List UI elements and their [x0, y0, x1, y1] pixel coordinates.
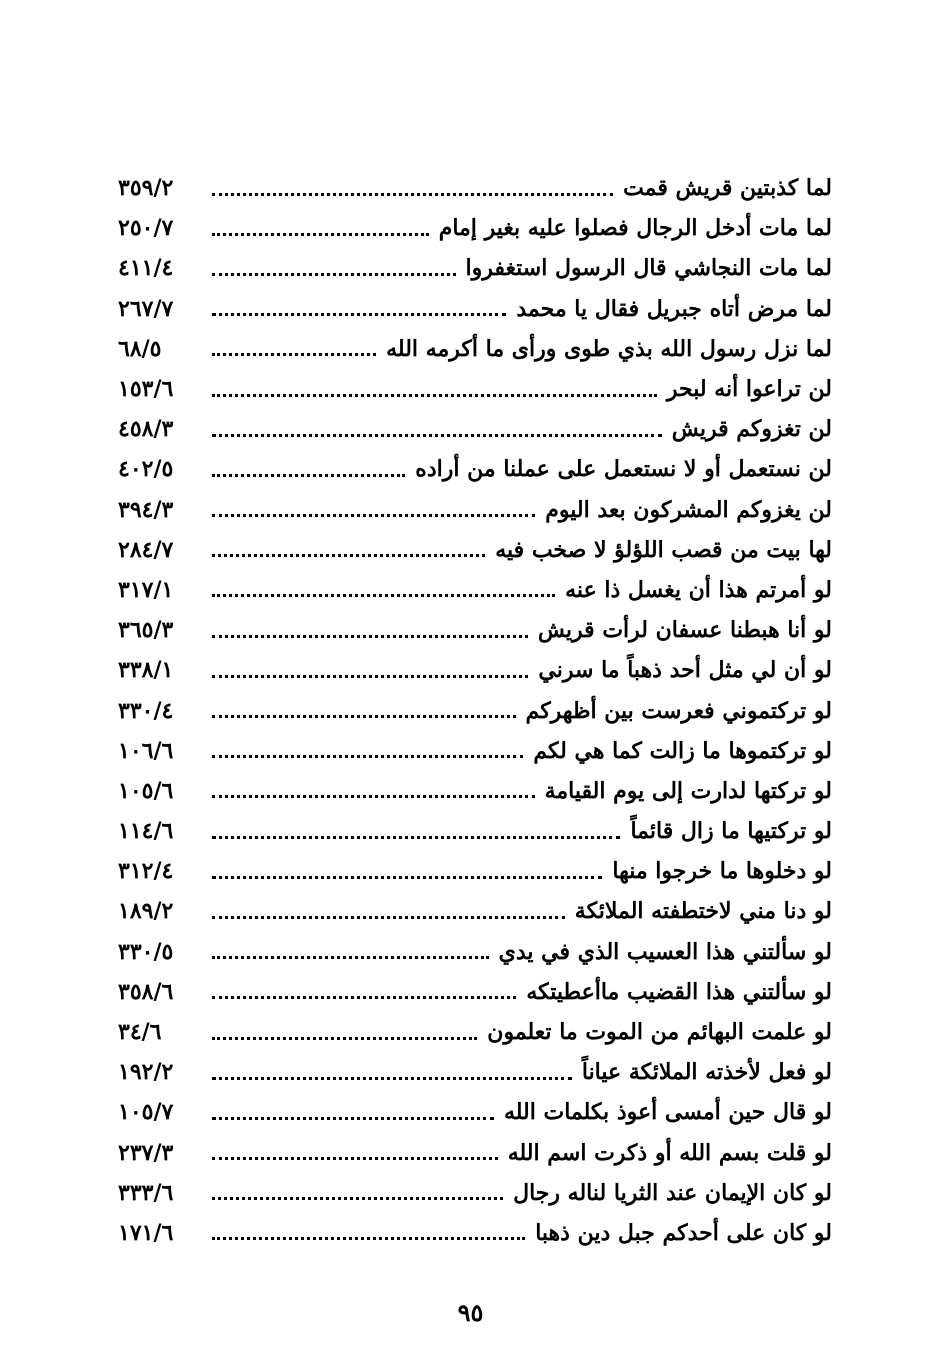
- entry-text: لو كان على أحدكم جبل دين ذهبا: [535, 1219, 832, 1246]
- entry-reference: ٢٨٤/٧: [118, 536, 174, 563]
- dot-leader: [212, 1157, 498, 1160]
- index-entry: [118, 891, 832, 931]
- index-entry: [118, 329, 832, 369]
- dot-leader: [212, 193, 613, 196]
- dot-leader: [212, 313, 506, 316]
- index-entry: [118, 1052, 832, 1092]
- entry-text: لو تركتها لدارت إلى يوم القيامة: [544, 777, 832, 804]
- dot-leader: [212, 916, 565, 919]
- index-entry: [118, 771, 832, 811]
- entry-reference: ٣٩٤/٣: [118, 496, 174, 523]
- entry-reference: ٣٣٠/٥: [118, 938, 174, 965]
- entry-text: لو سألتني هذا القضيب ماأعطيتكه: [526, 978, 832, 1005]
- entry-text: لن يغزوكم المشركون بعد اليوم: [545, 496, 832, 523]
- entry-reference: ٢٣٧/٣: [118, 1139, 174, 1166]
- entry-reference: ٢٦٧/٧: [118, 295, 174, 322]
- dot-leader: [212, 1237, 525, 1240]
- index-entry: [118, 690, 832, 730]
- entry-reference: ١٨٩/٢: [118, 898, 174, 925]
- index-entry: [118, 811, 832, 851]
- entry-reference: ٣٣٠/٤: [118, 697, 174, 724]
- page-number: ٩٥: [457, 1298, 484, 1327]
- index-entry: [118, 1173, 832, 1213]
- index-entry: [118, 369, 832, 409]
- entry-reference: ٦٨/٥: [118, 335, 162, 362]
- entry-reference: ١٩٢/٢: [118, 1059, 174, 1086]
- entry-text: لن نستعمل أو لا نستعمل على عملنا من أراده: [415, 456, 832, 483]
- dot-leader: [212, 554, 485, 557]
- entry-reference: ١٧١/٦: [118, 1219, 174, 1246]
- entry-reference: ١٠٦/٦: [118, 737, 174, 764]
- entry-text: لما كذبتين قريش قمت: [623, 175, 832, 202]
- entry-text: لو علمت البهائم من الموت ما تعلمون: [487, 1019, 832, 1046]
- entry-text: لو فعل لأخذته الملائكة عياناً: [581, 1059, 832, 1086]
- entry-text: لما مات أدخل الرجال فصلوا عليه بغير إمام: [438, 215, 832, 242]
- entry-reference: ٤٠٢/٥: [118, 456, 174, 483]
- dot-leader: [212, 434, 662, 437]
- entry-text: لو تركتموني فعرست بين أظهركم: [525, 697, 832, 724]
- entry-text: لو دخلوها ما خرجوا منها: [612, 858, 832, 885]
- entry-reference: ١١٤/٦: [118, 818, 174, 845]
- index-entry: [118, 168, 832, 208]
- entry-text: لما مات النجاشي قال الرسول استغفروا: [465, 255, 832, 282]
- dot-leader: [212, 755, 523, 758]
- entry-reference: ١٠٥/٧: [118, 1099, 174, 1126]
- dot-leader: [212, 273, 456, 276]
- entry-text: لما مرض أتاه جبريل فقال يا محمد: [516, 295, 832, 322]
- dot-leader: [212, 795, 535, 798]
- entry-reference: ٣١٧/١: [118, 576, 174, 603]
- entry-text: لو قال حين أمسى أعوذ بكلمات الله: [503, 1099, 832, 1126]
- dot-leader: [212, 353, 376, 356]
- index-entry: [118, 248, 832, 288]
- entry-text: لو أنا هبطنا عسفان لرأت قريش: [537, 617, 832, 644]
- entry-reference: ٤٥٨/٣: [118, 416, 174, 443]
- dot-leader: [212, 876, 602, 879]
- index-entry: [118, 851, 832, 891]
- index-entry: [118, 731, 832, 771]
- index-entry: [118, 610, 832, 650]
- dot-leader: [212, 1197, 503, 1200]
- index-entry: [118, 490, 832, 530]
- entry-text: لها بيت من قصب اللؤلؤ لا صخب فيه: [495, 536, 832, 563]
- hadith-index-list: [118, 168, 832, 1253]
- index-entry: [118, 289, 832, 329]
- entry-reference: ٣٣٣/٦: [118, 1179, 174, 1206]
- index-entry: [118, 409, 832, 449]
- index-entry: [118, 932, 832, 972]
- index-entry: [118, 1133, 832, 1173]
- entry-reference: ٣٦٥/٣: [118, 617, 174, 644]
- entry-text: لما نزل رسول الله بذي طوى ورأى ما أكرمه الله: [386, 335, 832, 362]
- entry-reference: ١٥٣/٦: [118, 376, 174, 403]
- index-entry: [118, 530, 832, 570]
- entry-text: لو دنا مني لاختطفته الملائكة: [574, 898, 832, 925]
- entry-text: لن تغزوكم قريش: [671, 416, 832, 443]
- dot-leader: [212, 996, 516, 999]
- entry-reference: ٤١١/٤: [118, 255, 174, 282]
- entry-text: لو تركتموها ما زالت كما هي لكم: [533, 737, 832, 764]
- entry-reference: ١٠٥/٦: [118, 777, 174, 804]
- entry-reference: ٢٥٠/٧: [118, 215, 174, 242]
- index-entry: [118, 449, 832, 489]
- dot-leader: [212, 1117, 494, 1120]
- entry-reference: ٣٥٨/٦: [118, 978, 174, 1005]
- entry-text: لو أمرتم هذا أن يغسل ذا عنه: [565, 576, 832, 603]
- dot-leader: [212, 233, 429, 236]
- index-entry: [118, 972, 832, 1012]
- index-entry: [118, 650, 832, 690]
- dot-leader: [212, 1077, 572, 1080]
- index-entry: [118, 208, 832, 248]
- index-entry: [118, 1012, 832, 1052]
- entry-text: لو قلت بسم الله أو ذكرت اسم الله: [507, 1139, 832, 1166]
- entry-text: لو أن لي مثل أحد ذهباً ما سرني: [538, 657, 832, 684]
- dot-leader: [212, 514, 535, 517]
- entry-reference: ٣١٢/٤: [118, 858, 174, 885]
- dot-leader: [212, 594, 555, 597]
- index-entry: [118, 1092, 832, 1132]
- entry-text: لو سألتني هذا العسيب الذي في يدي: [498, 938, 832, 965]
- index-entry: [118, 1213, 832, 1253]
- entry-reference: ٣٣٨/١: [118, 657, 174, 684]
- entry-text: لن تراعوا أنه لبحر: [666, 376, 832, 403]
- dot-leader: [212, 956, 489, 959]
- dot-leader: [212, 836, 620, 839]
- dot-leader: [212, 715, 516, 718]
- dot-leader: [212, 675, 528, 678]
- entry-text: لو تركتيها ما زال قائماً: [630, 818, 832, 845]
- dot-leader: [212, 1037, 477, 1040]
- dot-leader: [212, 394, 657, 397]
- dot-leader: [212, 635, 528, 638]
- entry-reference: ٣٥٩/٢: [118, 175, 174, 202]
- dot-leader: [212, 474, 405, 477]
- entry-reference: ٣٤/٦: [118, 1019, 162, 1046]
- entry-text: لو كان الإيمان عند الثريا لناله رجال: [513, 1179, 832, 1206]
- index-entry: [118, 570, 832, 610]
